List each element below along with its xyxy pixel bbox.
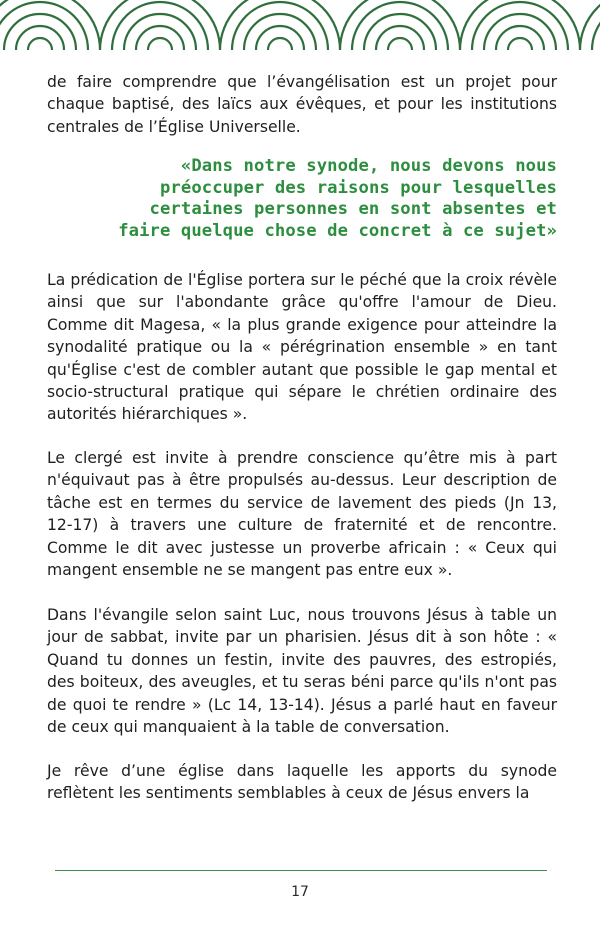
decorative-arc-pattern	[0, 0, 600, 50]
paragraph-1: de faire comprendre que l’évangélisation est un projet pour chaque baptisé, des laïcs aux évêques, et pour les institutions centrales de l’Église Universelle.	[47, 73, 557, 136]
page-number: 17	[291, 884, 309, 900]
pull-quote: «Dans notre synode, nous devons nous préoccuper des raisons pour lesquelles certaines personnes en sont absentes et faire quelque chose de concret à ce sujet»	[118, 156, 557, 241]
paragraph-5: Je rêve d’une église dans laquelle les apports du synode reflètent les sentiments semblables à ceux de Jésus envers la	[47, 762, 557, 803]
paragraph-3: Le clergé est invite à prendre conscience qu’être mis à part n'équivaut pas à être propulsés au-dessus. Leur description de tâche est en termes du service de lavement des pieds (Jn 13, 12-17) à travers une culture de fraternité et de rencontre. Comme le dit avec justesse un proverbe africain : « Ceux qui mangent ensemble ne se mangent pas entre eux ».	[47, 449, 557, 580]
paragraph-4: Dans l'évangile selon saint Luc, nous trouvons Jésus à table un jour de sabbat, invite par un pharisien. Jésus dit à son hôte : « Quand tu donnes un festin, invite des pauvres, des estropiés, des boiteux, des aveugles, et tu seras béni parce qu'ils n'ont pas de quoi te rendre » (Lc 14, 13-14). Jésus a parlé haut en faveur de ceux qui manquaient à la table de conversation.	[47, 606, 557, 737]
footer-divider	[55, 870, 547, 871]
paragraph-2: La prédication de l'Église portera sur le péché que la croix révèle ainsi que sur l'abondante grâce qu'offre l'amour de Dieu. Comme dit Magesa, « la plus grande exigence pour atteindre la synodalité pratique ou la « pérégrination ensemble » en tant qu'Église c'est de combler autant que possible le gap mental et socio-structural pratique qui sépare le chrétien ordinaire des autorités hiérarchiques ».	[47, 271, 557, 424]
